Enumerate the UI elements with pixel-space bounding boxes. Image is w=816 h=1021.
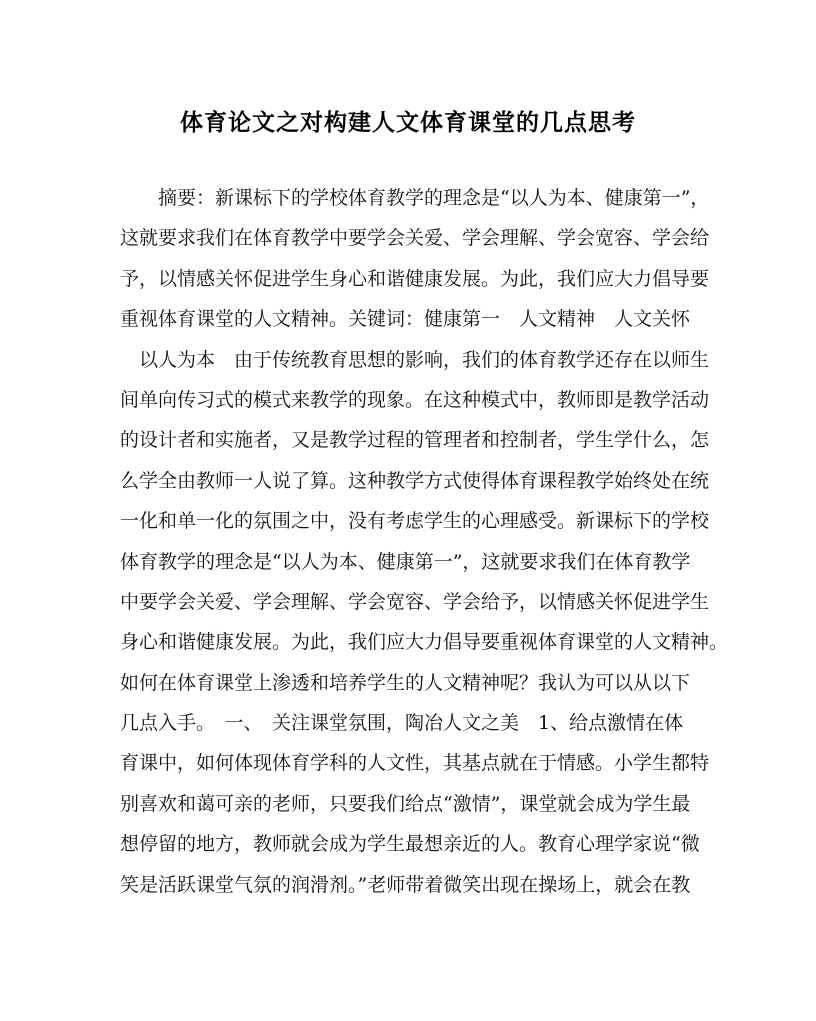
body-line: 摘要：新课标下的学校体育教学的理念是“以人为本、健康第一”， xyxy=(120,187,710,209)
body-line: 中要学会关爱、学会理解、学会宽容、学会给予，以情感关怀促进学生 xyxy=(120,590,710,613)
body-line: 么学全由教师一人说了算。这种教学方式使得体育课程教学始终处在统 xyxy=(120,469,710,492)
body-line: 以人为本 由于传统教育思想的影响，我们的体育教学还存在以师生 xyxy=(120,348,710,371)
body-line: 间单向传习式的模式来教学的现象。在这种模式中，教师即是教学活动 xyxy=(120,388,710,411)
body-line: 这就要求我们在体育教学中要学会关爱、学会理解、学会宽容、学会给 xyxy=(120,227,710,250)
body-line: 的设计者和实施者，又是教学过程的管理者和控制者，学生学什么，怎 xyxy=(120,429,710,452)
body-line: 别喜欢和蔼可亲的老师，只要我们给点“激情”，课堂就会成为学生最 xyxy=(120,792,691,815)
body-line: 身心和谐健康发展。为此，我们应大力倡导要重视体育课堂的人文精神。 xyxy=(120,631,729,654)
body-line: 几点入手。 一、 关注课堂氛围，陶冶人文之美 1、给点激情在体 xyxy=(120,712,684,735)
body-line: 予，以情感关怀促进学生身心和谐健康发展。为此，我们应大力倡导要 xyxy=(120,267,710,290)
body-line: 如何在体育课堂上渗透和培养学生的人文精神呢？我认为可以从以下 xyxy=(120,671,691,694)
document-title: 体育论文之对构建人文体育课堂的几点思考 xyxy=(180,109,636,136)
body-line: 想停留的地方，教师就会成为学生最想亲近的人。教育心理学家说“微 xyxy=(120,833,700,856)
body-line: 笑是活跃课堂气氛的润滑剂。”老师带着微笑出现在操场上，就会在教 xyxy=(120,873,691,896)
body-line: 重视体育课堂的人文精神。关键词：健康第一 人文精神 人文关怀 xyxy=(120,308,691,331)
body-line: 一化和单一化的氛围之中，没有考虑学生的心理感受。新课标下的学校 xyxy=(120,510,710,533)
body-line: 体育教学的理念是“以人为本、健康第一”，这就要求我们在体育教学 xyxy=(120,550,691,573)
document-body xyxy=(120,178,729,905)
body-line: 育课中，如何体现体育学科的人文性，其基点就在于情感。小学生都特 xyxy=(120,752,710,775)
